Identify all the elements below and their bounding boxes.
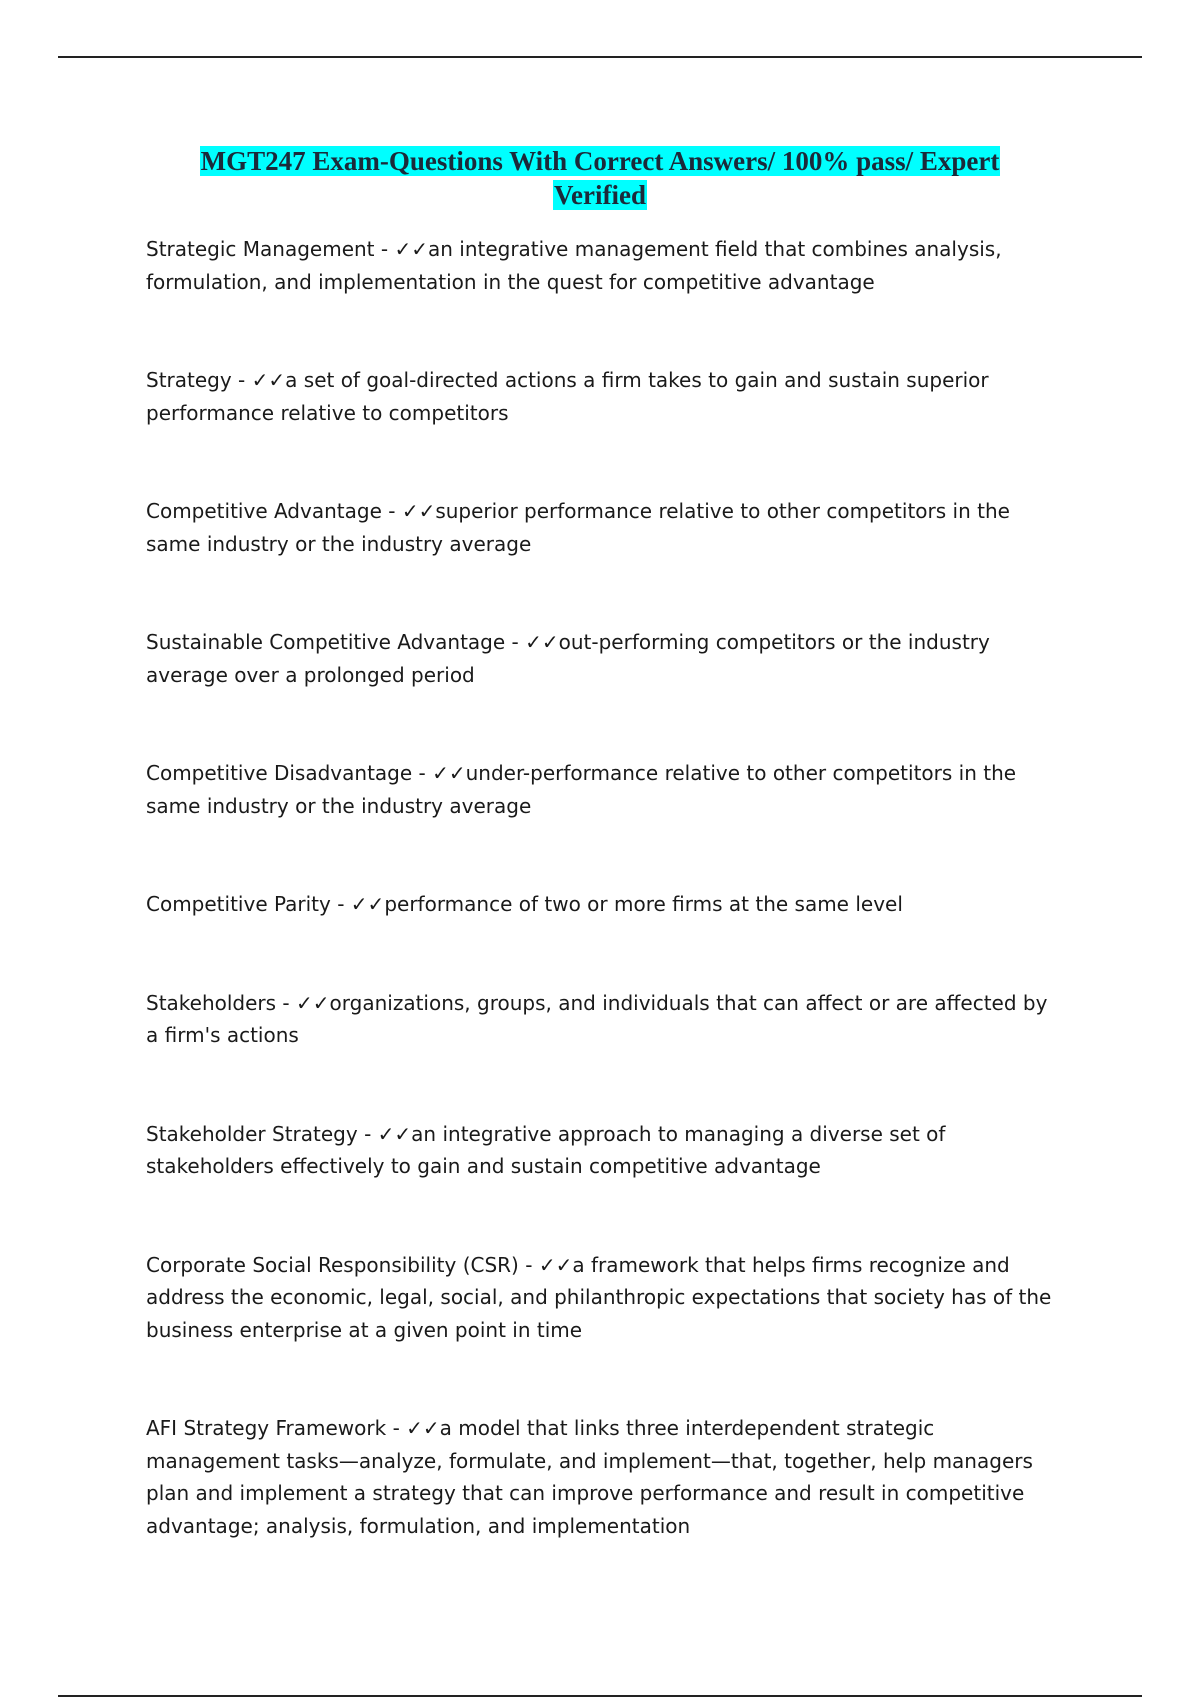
entry-term: Competitive Disadvantage - [146, 761, 432, 785]
entry-definition: organizations, groups, and individuals that can affect or are affected by a firm's actions [146, 990, 1048, 1047]
entry-term: Strategic Management - [146, 237, 394, 261]
entry-term: Corporate Social Responsibility (CSR) - [146, 1253, 539, 1277]
check-icon: ✓✓ [432, 761, 466, 785]
entry-term: Competitive Parity - [146, 892, 351, 916]
flashcard-entry [146, 1118, 1066, 1183]
title-line-1: MGT247 Exam-Questions With Correct Answers/ 100% pass/ Expert [200, 146, 1000, 176]
entry-definition: superior performance relative to other competitors in the same industry or the industry average [146, 499, 1010, 556]
entry-term: Sustainable Competitive Advantage - [146, 630, 525, 654]
entry-definition: out-performing competitors or the industry average over a prolonged period [146, 630, 990, 687]
entry-term: Stakeholders - [146, 991, 296, 1015]
document-title [0, 144, 1200, 212]
entry-definition: a framework that helps firms recognize and address the economic, legal, social, and philanthropic expectations that society has of the business enterprise at a given point in time [146, 1252, 1052, 1342]
flashcard-entry [146, 888, 1066, 921]
entry-definition: a model that links three interdependent strategic management tasks—analyze, formulate, and implement—that, together, help managers plan and implement a strategy that can improve performance and result in competitive advantage; analysis, formulation, and implementation [146, 1416, 1033, 1538]
check-icon: ✓✓ [350, 892, 385, 916]
entry-definition: an integrative management field that combines analysis, formulation, and implementation in the quest for competitive advantage [146, 237, 1002, 294]
flashcard-list [146, 233, 1066, 1542]
check-icon: ✓✓ [394, 237, 428, 261]
check-icon: ✓✓ [538, 1252, 573, 1277]
entry-definition: a set of goal-directed actions a firm takes to gain and sustain superior performance relative to competitors [146, 368, 989, 425]
entry-term: AFI Strategy Framework - [146, 1416, 406, 1440]
flashcard-entry [146, 1249, 1066, 1347]
flashcard-entry [146, 495, 1066, 560]
entry-term: Competitive Advantage - [146, 499, 402, 523]
flashcard-entry [146, 757, 1066, 822]
entry-definition: performance of two or more firms at the same level [384, 892, 903, 916]
check-icon: ✓✓ [377, 1121, 412, 1146]
flashcard-entry [146, 626, 1066, 691]
entry-definition: an integrative approach to managing a diverse set of stakeholders effectively to gain and sustain competitive advantage [146, 1121, 946, 1178]
flashcard-entry [146, 364, 1066, 429]
entry-term: Strategy - [146, 368, 252, 392]
flashcard-entry [146, 233, 1066, 298]
flashcard-entry [146, 1412, 1066, 1542]
check-icon: ✓✓ [525, 630, 559, 654]
entry-term: Stakeholder Strategy - [146, 1122, 378, 1146]
entry-definition: under-performance relative to other competitors in the same industry or the industry average [146, 761, 1017, 818]
check-icon: ✓✓ [251, 368, 286, 392]
flashcard-entry [146, 987, 1066, 1052]
check-icon: ✓✓ [406, 1416, 440, 1440]
bottom-rule [58, 1695, 1142, 1697]
title-line-2: Verified [554, 180, 646, 210]
check-icon: ✓✓ [296, 990, 330, 1015]
check-icon: ✓✓ [401, 499, 436, 523]
top-rule [58, 56, 1142, 58]
